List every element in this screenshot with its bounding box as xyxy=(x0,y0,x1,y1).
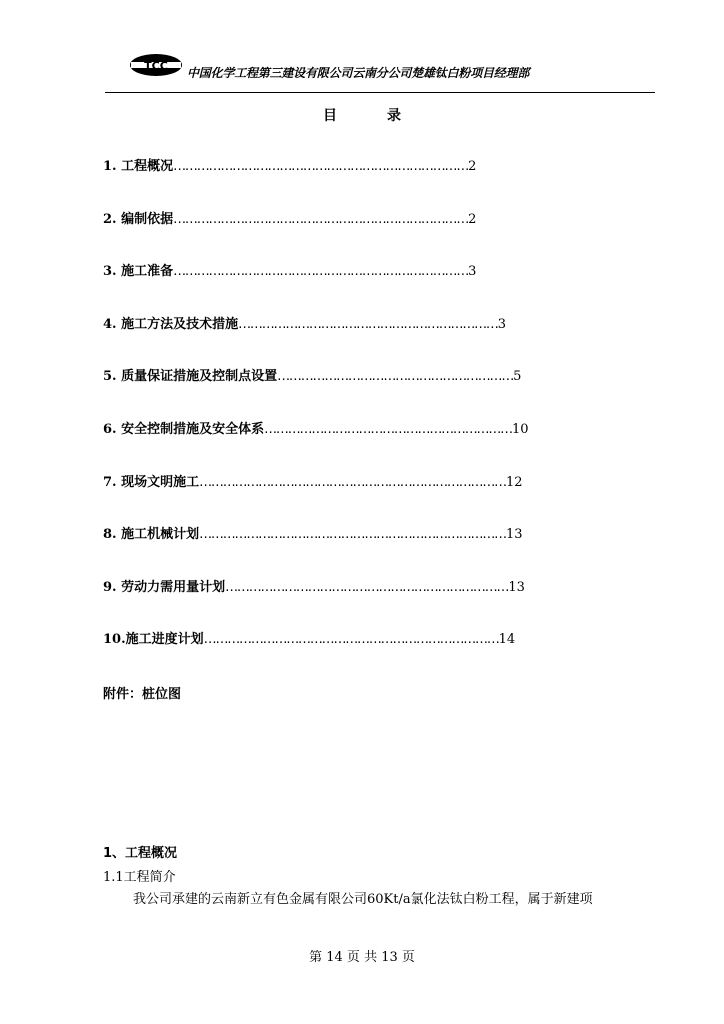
subsection-title: 1.1工程简介 xyxy=(103,870,176,885)
toc-item-number: 4. xyxy=(103,316,117,332)
toc-item-number: 2. xyxy=(103,211,117,227)
toc-item-number: 3. xyxy=(103,264,117,280)
toc-item-title: 施工进度计划 xyxy=(125,632,204,648)
toc-item-number: 6. xyxy=(103,421,117,437)
toc-item-title: 施工机械计划 xyxy=(121,527,200,543)
toc-item-leader: ………………………………………………………………… xyxy=(173,264,469,280)
toc-item[interactable] xyxy=(103,365,573,418)
toc-title xyxy=(0,105,724,125)
toc-item[interactable] xyxy=(103,155,573,208)
toc-item-title: 工程概况 xyxy=(121,159,174,174)
toc-item-page: 2 xyxy=(468,159,477,174)
toc-item[interactable] xyxy=(103,418,573,471)
toc-item-number: 5. xyxy=(103,369,117,385)
toc-item-leader: ……………………………………………………… xyxy=(264,421,512,437)
toc-item-number: 7. xyxy=(103,474,117,490)
attachment-line: 附件：桩位图 xyxy=(103,687,182,702)
body-paragraph: 我公司承建的云南新立有色金属有限公司60Kt/a氯化法钛白粉工程，属于新建项 xyxy=(133,892,593,907)
toc-item-number: 9. xyxy=(103,579,117,595)
toc-item[interactable] xyxy=(103,523,573,576)
toc-item-leader: ………………………………………………………………… xyxy=(203,632,499,648)
toc-item-title: 劳动力需用量计划 xyxy=(121,579,226,595)
toc-item-leader: ………………………………………………………………… xyxy=(173,159,469,174)
toc-item-leader: ………………………………………………………………… xyxy=(173,211,469,227)
page-header xyxy=(105,50,655,93)
toc-item-title: 编制依据 xyxy=(121,211,174,227)
toc-item[interactable] xyxy=(103,628,573,681)
toc-item-number: 10. xyxy=(103,632,126,648)
toc-item[interactable] xyxy=(103,313,573,366)
page-footer: 第 14 页 共 13 页 xyxy=(309,950,415,965)
toc-item-page: 13 xyxy=(505,527,523,543)
section-title: 1、工程概况 xyxy=(103,846,178,861)
toc-item-number: 1. xyxy=(103,159,117,174)
toc-item-leader: …………………………………………………………………… xyxy=(199,527,506,543)
toc-item-title: 施工准备 xyxy=(121,264,174,280)
company-name: 中国化学工程第三建设有限公司云南分公司楚雄钛白粉项目经理部 xyxy=(187,66,530,80)
toc-item-page: 3 xyxy=(468,264,477,280)
toc-item-leader: …………………………………………………………………… xyxy=(199,474,506,490)
toc-item-title: 安全控制措施及安全体系 xyxy=(121,421,265,437)
toc-item-page: 2 xyxy=(468,211,477,227)
toc-item-title: 质量保证措施及控制点设置 xyxy=(121,369,278,385)
toc-item-leader: …………………………………………………… xyxy=(277,369,514,385)
toc-item-page: 13 xyxy=(508,579,525,595)
toc-item[interactable] xyxy=(103,260,573,313)
toc-item-title: 现场文明施工 xyxy=(121,474,200,490)
toc-item-page: 14 xyxy=(498,632,516,648)
toc-item-number: 8. xyxy=(103,527,117,543)
toc-item-page: 3 xyxy=(497,316,507,332)
toc-item-page: 10 xyxy=(511,421,529,437)
toc-item-leader: ………………………………………………………… xyxy=(238,316,498,332)
toc-title-left: 目 xyxy=(323,108,337,124)
tcc-logo-icon xyxy=(129,53,183,77)
toc-item[interactable] xyxy=(103,471,573,524)
toc-item-leader: ……………………………………………………………… xyxy=(225,579,509,595)
toc-item-page: 5 xyxy=(513,369,522,385)
toc-title-right: 录 xyxy=(387,108,401,124)
svg-text:TCC: TCC xyxy=(144,59,168,73)
table-of-contents xyxy=(103,155,573,681)
toc-item-title: 施工方法及技术措施 xyxy=(121,316,239,332)
toc-item[interactable] xyxy=(103,576,573,629)
toc-item[interactable] xyxy=(103,208,573,261)
toc-item-page: 12 xyxy=(505,474,523,490)
